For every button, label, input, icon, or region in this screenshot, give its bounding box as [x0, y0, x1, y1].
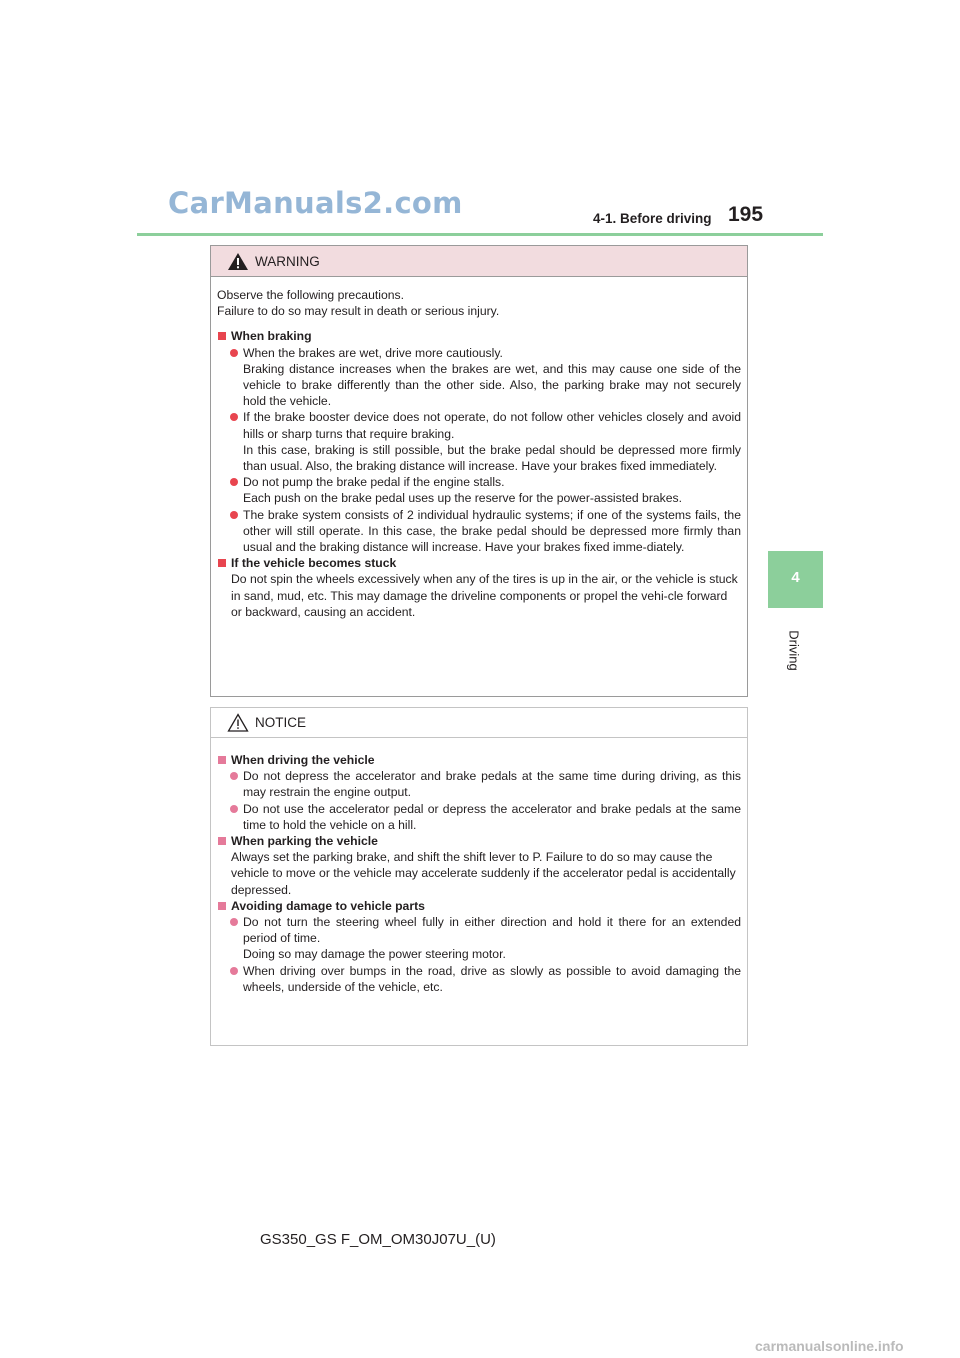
list-item: Do not turn the steering wheel fully in either direction and hold it there for an extended period of time. Doing so may damage the power steering motor. [217, 914, 741, 963]
section-heading: When driving the vehicle [217, 752, 741, 768]
round-bullet-icon [230, 413, 238, 421]
list-item: Do not pump the brake pedal if the engine stalls. Each push on the brake pedal uses up the reserve for the power-assisted brakes. [217, 474, 741, 506]
footer-watermark: carmanualsonline.info [755, 1338, 904, 1354]
round-bullet-icon [230, 918, 238, 926]
section-heading: If the vehicle becomes stuck [217, 555, 741, 571]
intro-line: Observe the following precautions. [217, 288, 404, 302]
section-heading: When parking the vehicle [217, 833, 741, 849]
list-item: The brake system consists of 2 individual hydraulic systems; if one of the systems fails, the other will still operate. In this case, the brake pedal should be depressed more firmly than usual and the braking distance will increase. Have your brakes fixed imme-diately. [217, 507, 741, 556]
chapter-label [770, 620, 818, 680]
notice-label: NOTICE [255, 715, 307, 730]
round-bullet-icon [230, 511, 238, 519]
list-item: If the brake booster device does not operate, do not follow other vehicles closely and avoid hills or sharp turns that require braking. In this case, braking is still possible, but the brake pedal should be depressed more firmly than usual. Also, the braking distance will increase. Have your brakes fixed immediately. [217, 409, 741, 474]
round-bullet-icon [230, 805, 238, 813]
intro-line: Failure to do so may result in death or serious injury. [217, 304, 500, 319]
warning-triangle-icon [227, 252, 249, 271]
watermark-logo: CarManuals2.com [168, 186, 463, 220]
round-bullet-icon [230, 478, 238, 486]
round-bullet-icon [230, 772, 238, 780]
page-number: 195 [728, 203, 764, 226]
list-item: When driving over bumps in the road, drive as slowly as possible to avoid damaging the wheels, underside of the vehicle, etc. [217, 963, 741, 995]
round-bullet-icon [230, 349, 238, 357]
warning-label: WARNING [255, 253, 320, 269]
notice-header [211, 708, 747, 738]
notice-body [211, 738, 747, 995]
square-bullet-icon [218, 332, 226, 340]
section-heading: When braking [217, 328, 741, 344]
section-text: Do not spin the wheels excessively when any of the tires is up in the air, or the vehicle is stuck in sand, mud, etc. This may damage the driveline components or propel the vehi-cle forward or backward, causing an accident. [231, 572, 738, 619]
square-bullet-icon [218, 902, 226, 910]
chapter-number: 4 [791, 569, 800, 586]
section-title: 4-1. Before driving [593, 211, 712, 226]
header-rule [137, 233, 823, 236]
square-bullet-icon [218, 559, 226, 567]
list-item: Do not depress the accelerator and brake pedals at the same time during driving, as this may restrain the engine output. [217, 768, 741, 800]
round-bullet-icon [230, 967, 238, 975]
list-item: Do not use the accelerator pedal or depress the accelerator and brake pedals at the same time to hold the vehicle on a hill. [217, 801, 741, 833]
square-bullet-icon [218, 756, 226, 764]
caution-triangle-icon [227, 713, 249, 732]
section-heading: Avoiding damage to vehicle parts [217, 898, 741, 914]
document-code: GS350_GS F_OM_OM30J07U_(U) [260, 1231, 496, 1248]
warning-header [211, 246, 747, 277]
warning-body [211, 277, 747, 620]
warning-intro [217, 287, 741, 319]
notice-box [210, 707, 748, 1046]
warning-box [210, 245, 748, 697]
chapter-label-text: Driving [786, 629, 802, 671]
section-text: Always set the parking brake, and shift the shift lever to P. Failure to do so may cause the vehicle to move or the vehicle may accelerate suddenly if the accelerator pedal is accidentally depressed. [231, 850, 736, 897]
square-bullet-icon [218, 837, 226, 845]
list-item: When the brakes are wet, drive more cautiously. Braking distance increases when the brakes are wet, and this may cause one side of the vehicle to brake differently than the other side. Also, the parking brake may not securely hold the vehicle. [217, 345, 741, 410]
